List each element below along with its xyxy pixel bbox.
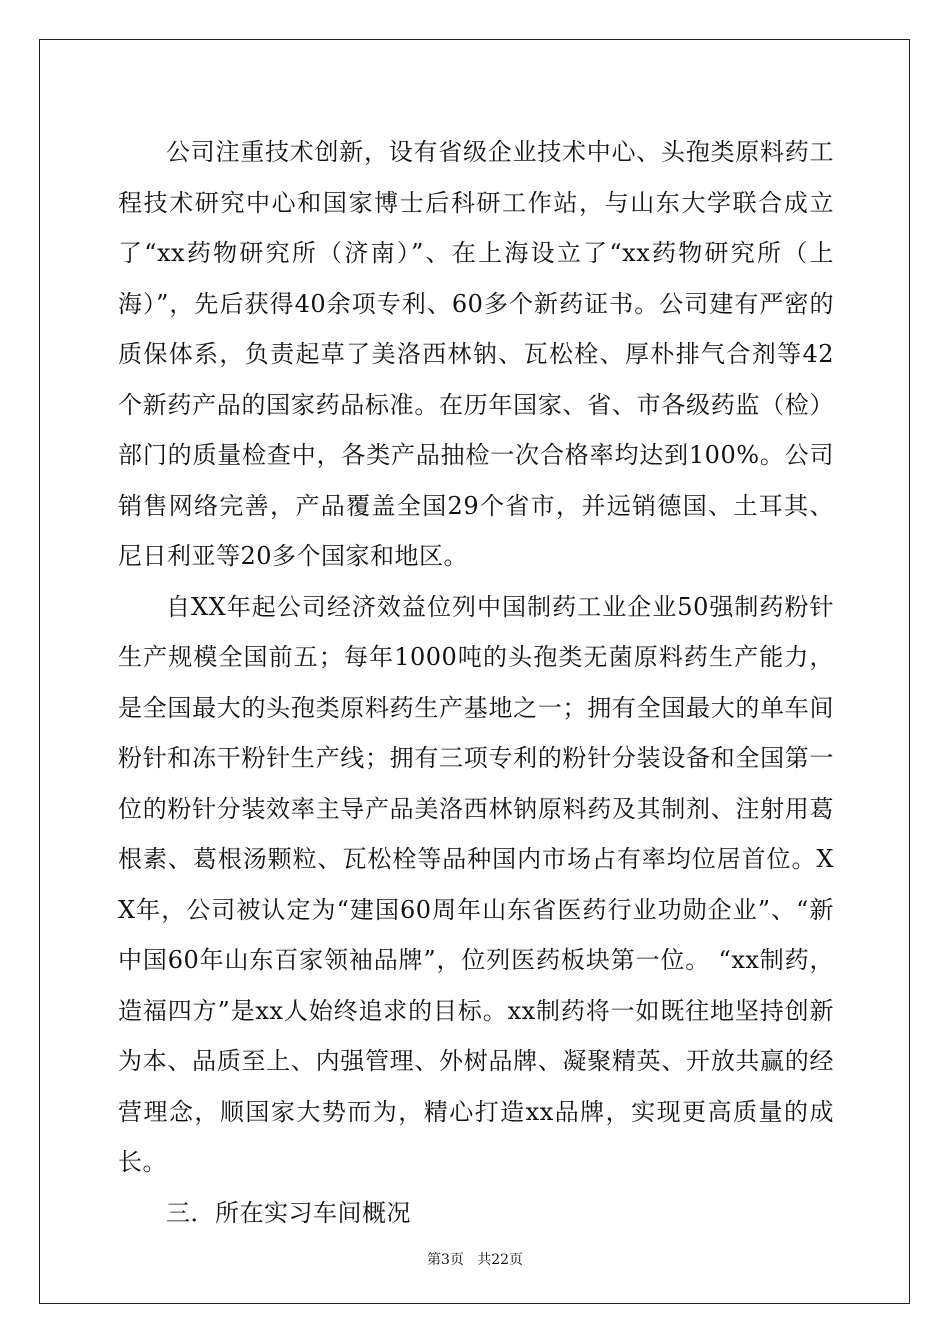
paragraph-company-achievements: 自XX年起公司经济效益位列中国制药工业企业50强制药粉针生产规模全国前五；每年1000吨的头孢类无菌原料药生产能力，是全国最大的头孢类原料药生产基地之一；拥有全国最大的单车间粉针和冻干粉针生产线；拥有三项专利的粉针分装设备和全国第一位的粉针分装效率主导产品美洛西林钠原料药及其制剂、注射用葛根素、葛根汤颗粒、瓦松栓等品种国内市场占有率均位居首位。XX年，公司被认定为“建国60周年山东省医药行业功勋企业”、“新中国60年山东百家领袖品牌”，位列医药板块第一位。 “xx制药，造福四方”是xx人始终追求的目标。xx制药将一如既往地坚持创新为本、品质至上、内强管理、外树品牌、凝聚精英、开放共赢的经营理念，顺国家大势而为，精心打造xx品牌，实现更高质量的成长。: [118, 592, 834, 1176]
page-number-footer: 第3页 共22页: [426, 1252, 524, 1268]
section-heading-workshop-overview: 三．所在实习车间概况: [166, 1198, 411, 1227]
document-body: [118, 127, 834, 1238]
paragraph-company-innovation: 公司注重技术创新，设有省级企业技术中心、头孢类原料药工程技术研究中心和国家博士后科研工作站，与山东大学联合成立了“xx药物研究所（济南）”、在上海设立了“xx药物研究所（上海）”，先后获得40余项专利、60多个新药证书。公司建有严密的质保体系，负责起草了美洛西林钠、瓦松栓、厚朴排气合剂等42个新药产品的国家药品标准。在历年国家、省、市各级药监（检）部门的质量检查中，各类产品抽检一次合格率均达到100%。公司销售网络完善，产品覆盖全国29个省市，并远销德国、土耳其、尼日利亚等20多个国家和地区。: [118, 138, 834, 570]
